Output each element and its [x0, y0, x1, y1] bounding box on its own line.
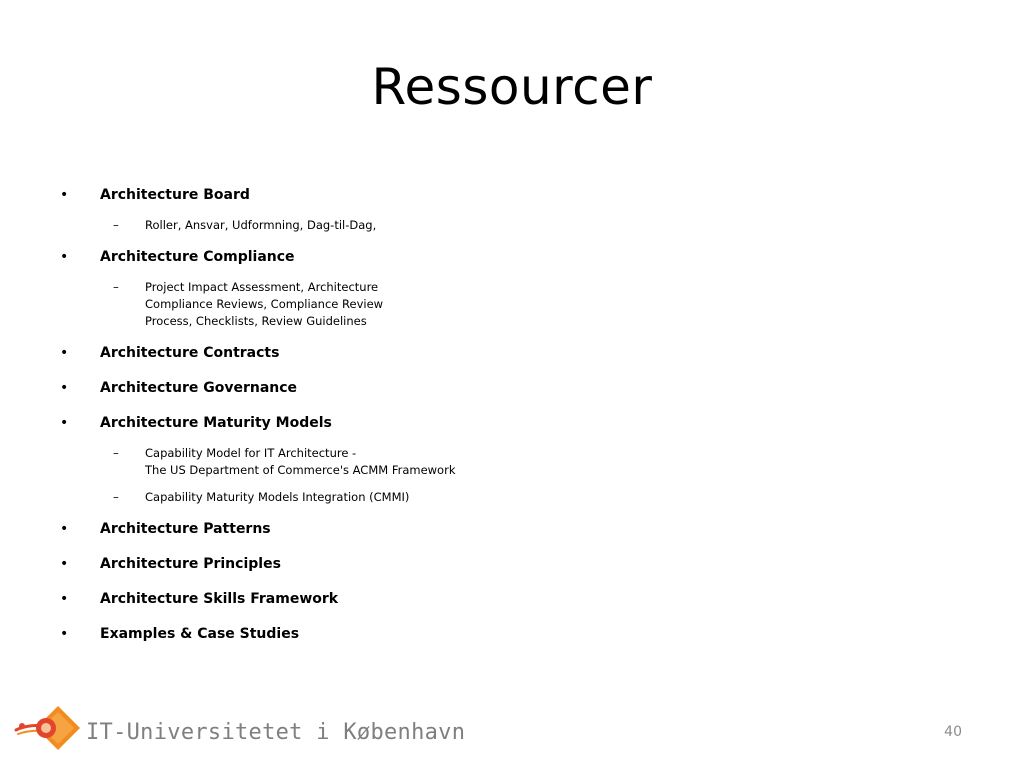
sub-bullet-text: Roller, Ansvar, Udformning, Dag-til-Dag, [145, 218, 377, 232]
sub-bullet-text: Project Impact Assessment, Architecture [145, 280, 379, 294]
sub-bullet-text: Capability Model for IT Architecture - [145, 446, 357, 460]
bullet-icon: • [60, 187, 69, 203]
bullet-list [60, 186, 780, 660]
sub-bullet-item [60, 445, 780, 479]
bullet-icon: • [60, 249, 69, 265]
bullet-icon: • [60, 415, 69, 431]
bullet-label: Architecture Compliance [100, 249, 295, 265]
dash-icon: – [113, 218, 119, 232]
bullet-item [60, 248, 780, 266]
bullet-item [60, 379, 780, 397]
sub-bullet-item [60, 279, 780, 330]
sub-bullet-text: The US Department of Commerce's ACMM Framework [145, 463, 456, 477]
bullet-label: Architecture Governance [100, 380, 298, 396]
dash-icon: – [113, 490, 119, 504]
bullet-icon: • [60, 626, 69, 642]
slide-title: Ressourcer [371, 58, 653, 116]
bullet-label: Architecture Contracts [100, 345, 280, 361]
bullet-item [60, 344, 780, 362]
itu-logo-text: IT-Universitetet i København [86, 720, 466, 745]
sub-bullet-item [60, 217, 780, 234]
dash-icon: – [113, 280, 119, 294]
bullet-item [60, 186, 780, 204]
bullet-label: Architecture Principles [100, 556, 281, 572]
bullet-icon: • [60, 591, 69, 607]
bullet-item [60, 590, 780, 608]
dash-icon: – [113, 446, 119, 460]
bullet-item [60, 555, 780, 573]
sub-bullet-text: Capability Maturity Models Integration (CMMI) [145, 490, 410, 504]
bullet-icon: • [60, 345, 69, 361]
bullet-label: Architecture Skills Framework [100, 591, 339, 607]
bullet-icon: • [60, 521, 69, 537]
bullet-icon: • [60, 556, 69, 572]
bullet-label: Architecture Maturity Models [100, 415, 332, 431]
bullet-item [60, 625, 780, 643]
bullet-label: Architecture Patterns [100, 521, 271, 537]
sub-bullet-item [60, 489, 780, 506]
bullet-item [60, 520, 780, 538]
bullet-label: Architecture Board [100, 187, 250, 203]
sub-bullet-text: Compliance Reviews, Compliance Review [145, 297, 384, 311]
sub-bullet-text: Process, Checklists, Review Guidelines [145, 314, 367, 328]
bullet-item [60, 414, 780, 432]
bullet-label: Examples & Case Studies [100, 626, 300, 642]
page-number: 40 [944, 724, 962, 740]
bullet-icon: • [60, 380, 69, 396]
